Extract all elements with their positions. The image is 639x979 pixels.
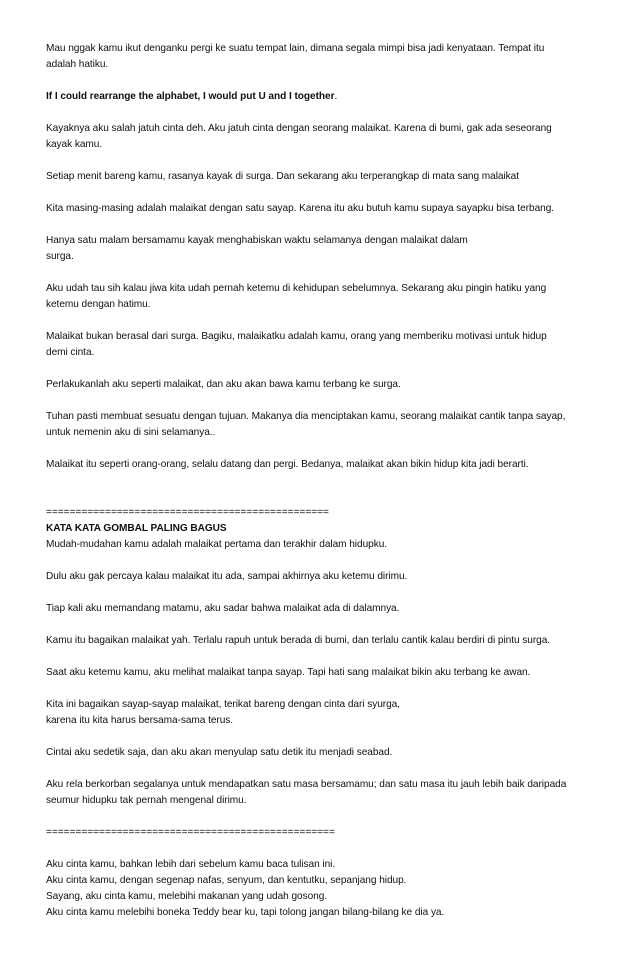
text-line: Setiap menit bareng kamu, rasanya kayak di surga. Dan sekarang aku terperangkap di mata sang malaikat (46, 171, 519, 182)
text-line: Aku cinta kamu, dengan segenap nafas, senyum, dan kentutku, sepanjang hidup. (46, 875, 407, 886)
text-line: Kita masing-masing adalah malaikat dengan satu sayap. Karena itu aku butuh kamu supaya sayapku bisa terbang. (46, 203, 555, 214)
text-line: Perlakukanlah aku seperti malaikat, dan aku akan bawa kamu terbang ke surga. (46, 379, 401, 390)
paragraph-gap (46, 729, 606, 745)
text-line: Kayaknya aku salah jatuh cinta deh. Aku jatuh cinta dengan seorang malaikat. Karena di bumi, gak ada seseorang (46, 123, 552, 134)
text-span: . (334, 91, 338, 102)
paragraph (46, 377, 606, 393)
text-line: karena itu kita harus bersama-sama terus. (46, 715, 234, 726)
paragraph-gap (46, 441, 606, 457)
paragraph-gap (46, 585, 606, 601)
paragraph (46, 121, 606, 153)
paragraph-gap (46, 841, 606, 857)
text-line: Saat aku ketemu kamu, aku melihat malaikat tanpa sayap. Tapi hati sang malaikat bikin aku terbang ke awan. (46, 667, 531, 678)
paragraph-gap (46, 393, 606, 409)
separator-line: ================================================= (46, 827, 335, 838)
paragraph (46, 633, 606, 649)
text-line: Dulu aku gak percaya kalau malaikat itu ada, sampai akhirnya aku ketemu dirimu. (46, 571, 408, 582)
paragraph (46, 825, 606, 841)
text-line (46, 89, 606, 105)
paragraph-gap (46, 217, 606, 233)
paragraph-gap (46, 617, 606, 633)
paragraph-gap (46, 105, 606, 121)
paragraph (46, 857, 606, 921)
paragraph (46, 697, 606, 729)
text-line: Tuhan pasti membuat sesuatu dengan tujuan. Makanya dia menciptakan kamu, seorang malaikat cantik tanpa sayap, (46, 411, 566, 422)
text-line: Tiap kali aku memandang matamu, aku sadar bahwa malaikat ada di dalamnya. (46, 603, 400, 614)
paragraph-gap (46, 809, 606, 825)
paragraph (46, 505, 606, 553)
paragraph-gap (46, 473, 606, 505)
paragraph-gap (46, 73, 606, 89)
paragraph (46, 329, 606, 361)
paragraph (46, 601, 606, 617)
text-line: Mudah-mudahan kamu adalah malaikat pertama dan terakhir dalam hidupku. (46, 539, 388, 550)
paragraph-gap (46, 313, 606, 329)
paragraph (46, 169, 606, 185)
paragraph (46, 281, 606, 313)
separator-line: ================================================ (46, 507, 329, 518)
paragraph-gap (46, 265, 606, 281)
paragraph (46, 777, 606, 809)
paragraph-gap (46, 649, 606, 665)
paragraph-gap (46, 361, 606, 377)
paragraph (46, 201, 606, 217)
text-line: Cintai aku sedetik saja, dan aku akan menyulap satu detik itu menjadi seabad. (46, 747, 393, 758)
paragraph (46, 233, 606, 265)
text-line: Hanya satu malam bersamamu kayak menghabiskan waktu selamanya dengan malaikat dalam (46, 235, 468, 246)
text-line: Aku udah tau sih kalau jiwa kita udah pernah ketemu di kehidupan sebelumnya. Sekarang aku pingin hatiku yang (46, 283, 547, 294)
paragraph-gap (46, 681, 606, 697)
paragraph-gap (46, 761, 606, 777)
text-line: Malaikat bukan berasal dari surga. Bagiku, malaikatku adalah kamu, orang yang memberiku motivasi untuk hidup (46, 331, 547, 342)
text-line: seumur hidupku tak pernah mengenal dirimu. (46, 795, 247, 806)
paragraph (46, 745, 606, 761)
paragraph-gap (46, 153, 606, 169)
text-line: Aku cinta kamu melebihi boneka Teddy bear ku, tapi tolong jangan bilang-bilang ke dia ya. (46, 907, 445, 918)
paragraph (46, 409, 606, 441)
paragraph (46, 89, 606, 105)
text-line: untuk nemenin aku di sini selamanya.. (46, 427, 216, 438)
paragraph (46, 569, 606, 585)
text-line: Sayang, aku cinta kamu, melebihi makanan yang udah gosong. (46, 891, 328, 902)
text-line: demi cinta. (46, 347, 95, 358)
text-line: Mau nggak kamu ikut denganku pergi ke suatu tempat lain, dimana segala mimpi bisa jadi kenyataan. Tempat itu (46, 43, 545, 54)
paragraph (46, 41, 606, 73)
document-body (46, 41, 606, 921)
section-heading: KATA KATA GOMBAL PALING BAGUS (46, 523, 227, 534)
text-line: surga. (46, 251, 74, 262)
text-line: ketemu dengan hatimu. (46, 299, 151, 310)
paragraph (46, 665, 606, 681)
paragraph-gap (46, 553, 606, 569)
text-line: kayak kamu. (46, 139, 103, 150)
bold-text: If I could rearrange the alphabet, I would put U and I together (46, 91, 335, 102)
paragraph (46, 457, 606, 473)
text-line: adalah hatiku. (46, 59, 109, 70)
text-line: Malaikat itu seperti orang-orang, selalu datang dan pergi. Bedanya, malaikat akan bikin hidup kita jadi berarti. (46, 459, 529, 470)
text-line: Kita ini bagaikan sayap-sayap malaikat, terikat bareng dengan cinta dari syurga, (46, 699, 400, 710)
text-line: Aku rela berkorban segalanya untuk mendapatkan satu masa bersamamu; dan satu masa itu jauh lebih baik daripada (46, 779, 567, 790)
text-line: Kamu itu bagaikan malaikat yah. Terlalu rapuh untuk berada di bumi, dan terlalu cantik kalau berdiri di pintu surga. (46, 635, 551, 646)
text-line: Aku cinta kamu, bahkan lebih dari sebelum kamu baca tulisan ini. (46, 859, 336, 870)
paragraph-gap (46, 185, 606, 201)
